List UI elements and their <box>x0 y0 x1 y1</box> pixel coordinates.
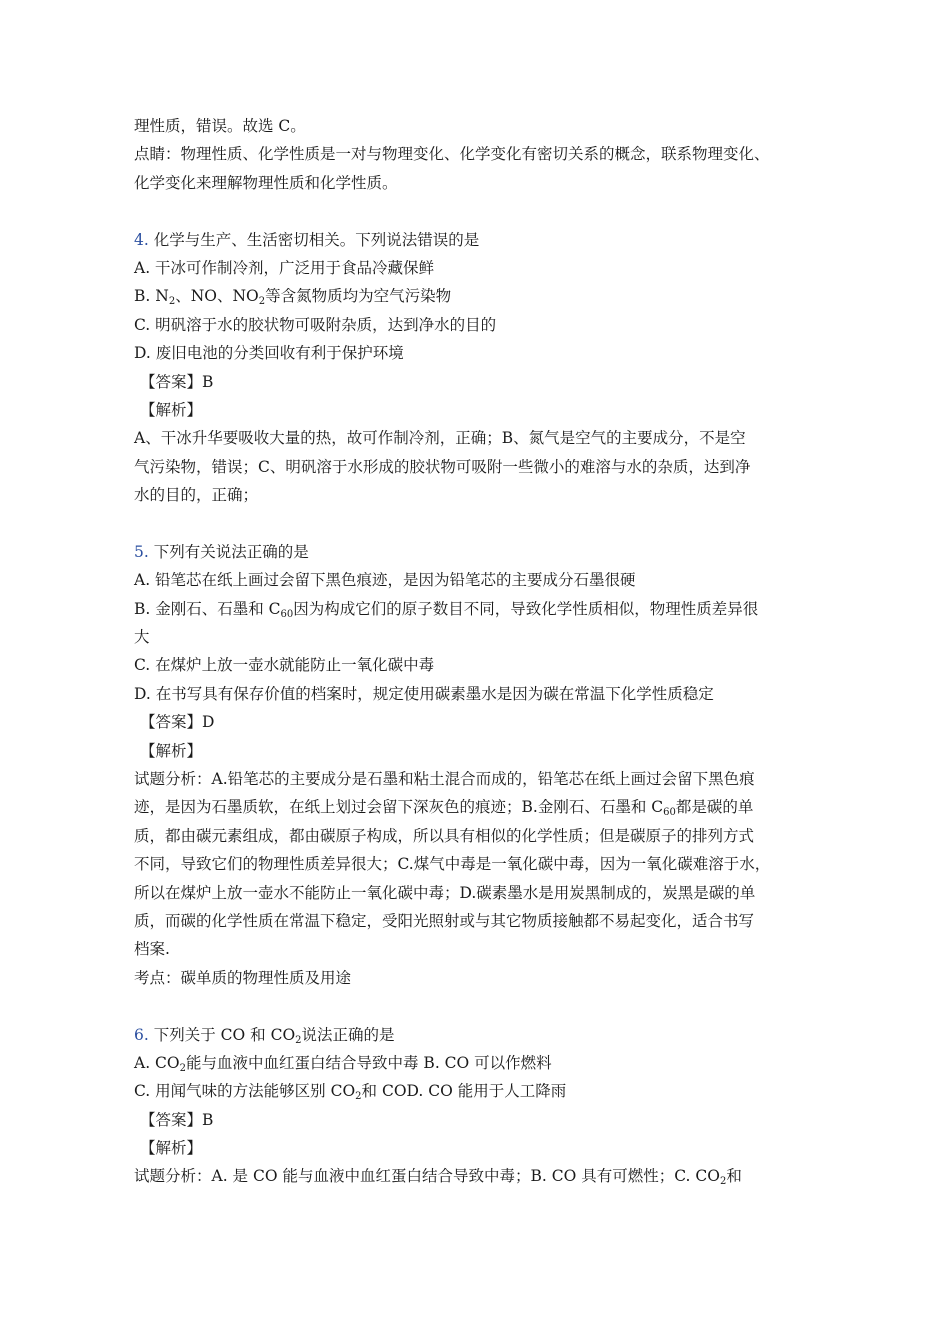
question-text: 下列有关说法正确的是 <box>153 542 309 561</box>
option-c: C. 明矾溶于水的胶状物可吸附杂质，达到净水的目的 <box>134 315 497 334</box>
analysis-text: 不同，导致它们的物理性质差异很大；C.煤气中毒是一氧化碳中毒，因为一氧化碳难溶于水， <box>134 855 771 874</box>
analysis-label: 【解析】 <box>140 741 203 760</box>
intro-line: 理性质，错误。故选 C。 <box>134 117 306 135</box>
analysis-text: 质，都由碳元素组成，都由碳原子构成，所以具有相似的化学性质；但是碳原子的排列方式 <box>134 826 755 845</box>
option-b-continued: 大 <box>134 628 150 647</box>
answer-label: 【答案】B <box>140 372 214 391</box>
option-d: D. 废旧电池的分类回收有利于保护环境 <box>134 344 404 363</box>
question-number: 5. <box>134 542 149 561</box>
intro-line: 化学变化来理解物理性质和化学性质。 <box>134 173 398 192</box>
option-d: D. 在书写具有保存价值的档案时，规定使用碳素墨水是因为碳在常温下化学性质稳定 <box>134 684 714 703</box>
question-text: 化学与生产、生活密切相关。下列说法错误的是 <box>153 230 480 249</box>
answer-label: 【答案】B <box>140 1110 214 1129</box>
analysis-text: 试题分析：A. 是 CO 能与血液中血红蛋白结合导致中毒；B. CO 具有可燃性；C. $CO_2$和 <box>134 1167 742 1188</box>
option-a: A. 干冰可作制冷剂，广泛用于食品冷藏保鲜 <box>134 258 435 277</box>
question-4-stem <box>134 226 824 254</box>
analysis-text: 质，而碳的化学性质在常温下稳定，受阳光照射或与其它物质接触都不易起变化，适合书写 <box>134 911 755 930</box>
analysis-text: 试题分析：A.铅笔芯的主要成分是石墨和粘土混合而成的，铅笔芯在纸上画过会留下黑色痕 <box>134 769 755 788</box>
option-b: B. $N_2$、NO、$NO_2$等含氮物质均为空气污染物 <box>134 287 452 308</box>
analysis-text: 档案. <box>134 940 170 959</box>
question-6-stem <box>134 1021 824 1049</box>
question-5-stem <box>134 538 824 566</box>
question-number: 4. <box>134 230 149 249</box>
option-b: B. 金刚石、石墨和 $C_{60}$因为构成它们的原子数目不同，导致化学性质相似，物理性质差异很 <box>134 599 759 620</box>
option-c: C. 在煤炉上放一壶水就能防止一氧化碳中毒 <box>134 656 435 675</box>
option-c-d: C. 用闻气味的方法能够区别 $CO_2$和 COD. CO 能用于人工降雨 <box>134 1082 567 1103</box>
question-number: 6. <box>134 1025 149 1044</box>
analysis-label: 【解析】 <box>140 1139 203 1158</box>
analysis-text: 所以在煤炉上放一壶水不能防止一氧化碳中毒；D.碳素墨水是用炭黑制成的，炭黑是碳的单 <box>134 883 756 902</box>
analysis-text: 迹，是因为石墨质软，在纸上划过会留下深灰色的痕迹；B.金刚石、石墨和 $C_{60}$都是碳的单 <box>134 798 754 819</box>
knowledge-point: 考点：碳单质的物理性质及用途 <box>134 968 352 987</box>
document-body <box>134 112 824 1191</box>
intro-line: 点睛：物理性质、化学性质是一对与物理变化、化学变化有密切关系的概念，联系物理变化、 <box>134 145 770 164</box>
option-a: A. 铅笔芯在纸上画过会留下黑色痕迹，是因为铅笔芯的主要成分石墨很硬 <box>134 571 636 590</box>
option-a-b: A. $CO_2$能与血液中血红蛋白结合导致中毒 B. CO 可以作燃料 <box>134 1053 552 1074</box>
analysis-label: 【解析】 <box>140 400 203 419</box>
question-text: 下列关于 CO 和 $CO_2$说法正确的是 <box>153 1025 395 1046</box>
analysis-text: A、干冰升华要吸收大量的热，故可作制冷剂，正确；B、氮气是空气的主要成分，不是空 <box>134 429 746 448</box>
analysis-text: 气污染物，错误；C、明矾溶于水形成的胶状物可吸附一些微小的难溶与水的杂质，达到净 <box>134 457 751 476</box>
answer-label: 【答案】D <box>140 713 215 732</box>
analysis-text: 水的目的，正确； <box>134 486 259 505</box>
